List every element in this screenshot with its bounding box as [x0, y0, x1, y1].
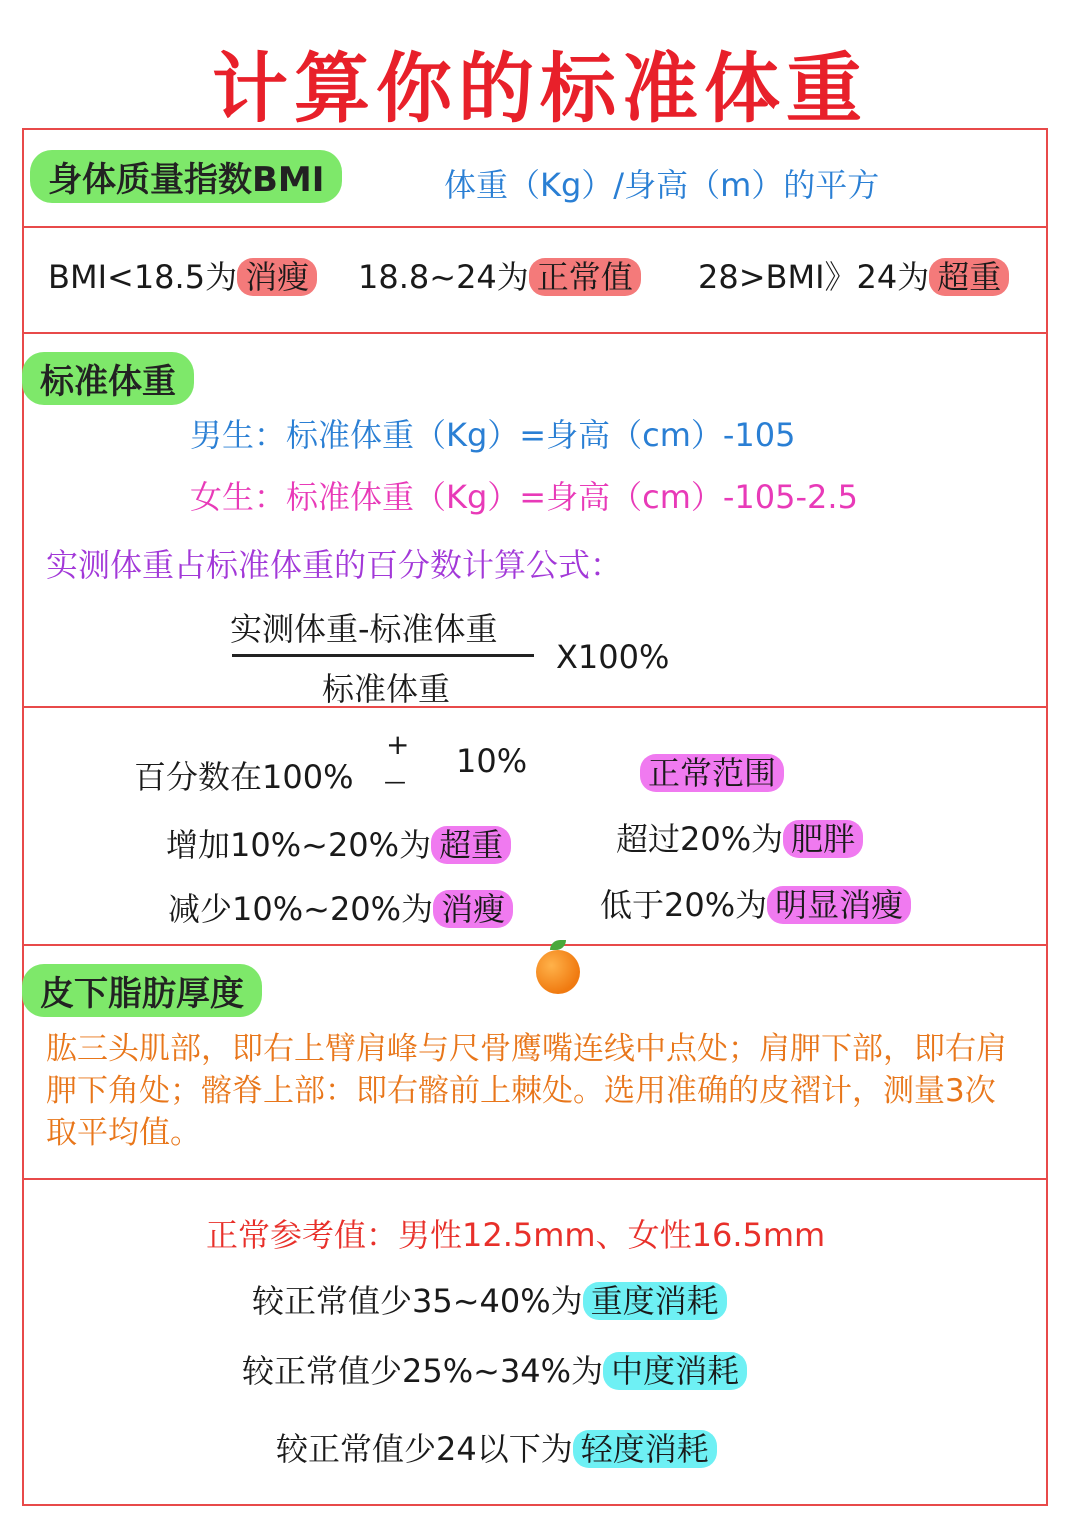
row-label: 肥胖: [783, 820, 863, 858]
standard-weight-tag: 标准体重: [22, 352, 194, 405]
fraction-bar: [232, 654, 534, 657]
male-formula: 男生：标准体重（Kg）=身高（cm）-105: [190, 416, 796, 454]
divider: [22, 226, 1048, 228]
label: 正常范围: [640, 754, 784, 792]
bmi-formula: 体重（Kg）/身高（m）的平方: [444, 166, 880, 204]
skinfold-tag: 皮下脂肪厚度: [22, 964, 262, 1017]
range-label: 消瘦: [237, 258, 317, 296]
moderate-depletion-row: [242, 1346, 747, 1392]
bmi-tag: 身体质量指数BMI: [30, 150, 342, 203]
range-label: 超重: [929, 258, 1009, 296]
bmi-range-overweight: [698, 252, 1009, 298]
row-label: 中度消耗: [603, 1352, 747, 1390]
reference-title: 正常参考值：男性12.5mm、女性16.5mm: [206, 1216, 826, 1254]
row-prefix: 较正常值少24以下为: [276, 1430, 573, 1468]
fraction-denominator: 标准体重: [322, 670, 451, 708]
plus-sign: +: [386, 728, 410, 761]
range-label: 正常值: [529, 258, 641, 296]
normal-range-value: 10%: [456, 742, 528, 780]
skinfold-description: 肱三头肌部，即右上臂肩峰与尺骨鹰嘴连线中点处；肩胛下部，即右肩胛下角处；髂脊上部：即右髂前上棘处。选用准确的皮褶计，测量3次取平均值。: [46, 1031, 1007, 1151]
row-label: 轻度消耗: [573, 1430, 717, 1468]
normal-range-label: [640, 748, 784, 794]
orange-emoji-icon: [536, 950, 580, 994]
divider: [22, 706, 1048, 708]
row-prefix: 较正常值少35~40%为: [252, 1282, 583, 1320]
severe-depletion-row: [252, 1276, 727, 1322]
row-prefix: 减少10%~20%为: [168, 890, 434, 928]
row-label: 明显消瘦: [767, 886, 911, 924]
significantly-underweight-row: [600, 880, 911, 926]
overweight-row: [166, 820, 511, 866]
mild-depletion-row: [276, 1424, 717, 1470]
range-prefix: BMI<18.5为: [48, 258, 238, 296]
divider: [22, 1178, 1048, 1180]
underweight-row: [168, 884, 513, 930]
range-prefix: 28>BMI》24为: [698, 258, 930, 296]
percent-formula-title: 实测体重占标准体重的百分数计算公式：: [46, 546, 623, 584]
normal-range-prefix: 百分数在100%: [134, 758, 354, 796]
row-prefix: 超过20%为: [616, 820, 784, 858]
fraction-numerator: 实测体重-标准体重: [230, 610, 498, 648]
divider: [22, 944, 1048, 946]
row-label: 重度消耗: [583, 1282, 727, 1320]
fraction-multiplier: X100%: [556, 638, 670, 676]
row-label: 消瘦: [433, 890, 513, 928]
bmi-range-underweight: [48, 252, 317, 298]
bmi-range-normal: [358, 252, 641, 298]
row-prefix: 低于20%为: [600, 886, 768, 924]
minus-sign: —: [384, 770, 406, 795]
row-prefix: 较正常值少25%~34%为: [242, 1352, 604, 1390]
row-label: 超重: [431, 826, 511, 864]
row-prefix: 增加10%~20%为: [166, 826, 432, 864]
page-title: 计算你的标准体重: [212, 44, 868, 133]
female-formula: 女生：标准体重（Kg）=身高（cm）-105-2.5: [190, 478, 858, 516]
range-prefix: 18.8~24为: [358, 258, 529, 296]
obese-row: [616, 814, 863, 860]
divider: [22, 332, 1048, 334]
